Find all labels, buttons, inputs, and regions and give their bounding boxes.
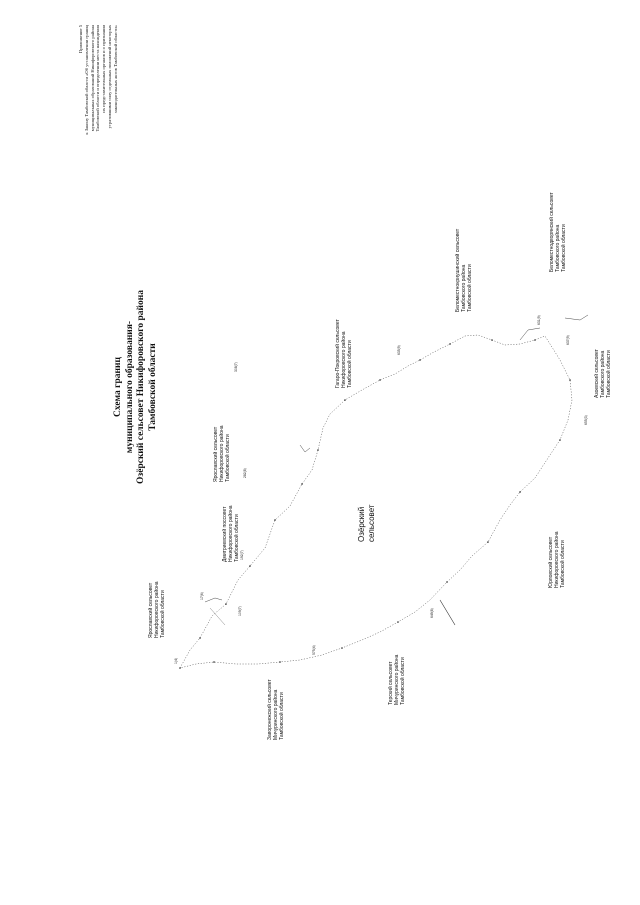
region-line: Тамбовской области <box>606 350 613 398</box>
region-label-yaroslavsky-nw <box>148 581 167 638</box>
boundary-spur <box>440 600 455 625</box>
survey-point <box>301 483 303 485</box>
region-line: Беломестнокриушинский сельсовет <box>455 228 461 312</box>
region-line: Тамбовской области <box>347 340 354 388</box>
survey-point <box>449 343 451 345</box>
region-label-yurlovsky <box>548 531 567 588</box>
region-line: Тамбовского района <box>600 350 607 398</box>
appendix-line: муниципальных образований Никифоровского района <box>89 25 95 132</box>
region-line: Тамбовской области <box>234 514 241 562</box>
boundary-line <box>180 335 572 668</box>
title-line: Озёрский сельсовет Никифоровского района <box>136 290 146 484</box>
survey-point <box>491 339 493 341</box>
appendix-line: Приложение 5 <box>78 25 83 54</box>
region-line: Дмитриевский поссовет <box>222 506 228 562</box>
survey-point <box>225 603 227 605</box>
region-label-yaroslavsky-n <box>213 425 232 482</box>
center-label-line: Озёрский <box>357 506 366 542</box>
region-line: Тамбовской области <box>225 434 232 482</box>
point-label: 308(7) <box>234 362 238 372</box>
region-line: Тамбовского района <box>461 264 468 312</box>
survey-point <box>249 565 251 567</box>
region-label-belomestnovsky <box>455 229 474 312</box>
survey-point <box>569 379 571 381</box>
point-label: 17(6) <box>200 592 204 600</box>
region-line: Ярославский сельсовет <box>213 426 219 482</box>
center-label <box>357 504 376 542</box>
survey-point <box>419 359 421 361</box>
appendix-line: к Закону Тамбовской области «Об установлении границ <box>83 25 89 135</box>
region-line: Тамбовской области <box>279 692 286 740</box>
region-label-gagarin <box>335 319 354 388</box>
region-label-belomestnodvoryansky <box>549 192 568 272</box>
appendix-line: Тамбовской области и определении места нахождения <box>95 25 101 132</box>
point-label: 635(9) <box>397 345 401 355</box>
title-line: Схема границ <box>113 357 123 417</box>
region-line: Гагаро-Покровский сельсовет <box>335 319 341 388</box>
survey-point <box>344 399 346 401</box>
survey-point <box>274 519 276 521</box>
survey-point <box>534 339 536 341</box>
region-line: Тамбовской области <box>160 590 167 638</box>
appendix-note <box>78 25 119 200</box>
region-line: Никифоровского района <box>341 331 348 388</box>
title-line: Тамбовской области <box>147 343 158 431</box>
region-label-tersky <box>388 655 407 705</box>
region-line: Никифоровского района <box>219 425 226 482</box>
point-label: 192(7) <box>240 550 244 560</box>
region-line: Азоевский сельсовет <box>594 349 600 398</box>
region-line: Юрловский сельсовет <box>548 536 554 588</box>
region-line: Мичуринского района <box>394 654 401 705</box>
region-line: Терский сельсовет <box>388 661 394 705</box>
point-label: 1(4) <box>174 657 178 664</box>
point-label: 282(8) <box>243 468 247 478</box>
region-line: Никифоровского района <box>554 531 561 588</box>
boundary-spur <box>565 315 588 320</box>
point-label: 655(3) <box>584 415 588 425</box>
region-line: Тамбовской области <box>467 264 474 312</box>
survey-point <box>213 661 215 663</box>
point-label: 649(8) <box>430 608 434 618</box>
boundary-spur <box>210 608 225 625</box>
boundary-spur <box>520 328 540 340</box>
page-title <box>113 282 159 492</box>
survey-point <box>279 661 281 663</box>
region-line: Никифоровского района <box>154 581 161 638</box>
boundary-spur <box>205 598 222 602</box>
point-label: 631(9) <box>537 315 541 325</box>
region-line: Тамбовской области <box>400 657 407 705</box>
region-line: Тамбовской области <box>560 540 567 588</box>
survey-point <box>487 541 489 543</box>
appendix-line: утратившими силу отдельных положений некоторых <box>106 25 112 129</box>
survey-point <box>397 621 399 623</box>
survey-point <box>379 379 381 381</box>
center-label-line: сельсовет <box>366 504 376 542</box>
survey-point <box>559 439 561 441</box>
region-line: Тамбовской области <box>561 224 568 272</box>
region-line: Мичуринского района <box>273 689 280 740</box>
region-line: Беломестнодворянский сельсовет <box>549 192 555 272</box>
region-label-azoevsky <box>594 349 613 398</box>
appendix-line: законодательных актов Тамбовской области» <box>112 25 118 114</box>
appendix-line: их представительных органов и о признании <box>101 25 107 113</box>
region-label-dmitrievsky <box>222 505 241 562</box>
region-line: Тамбовского района <box>555 224 562 272</box>
region-label-zavoronezhsky <box>267 679 286 740</box>
survey-point <box>179 667 181 669</box>
survey-point <box>317 449 319 451</box>
point-label: 575(4) <box>312 645 316 655</box>
point-label: 109(7) <box>238 606 242 616</box>
survey-point <box>341 647 343 649</box>
region-line: Ярославский сельсовет <box>148 582 154 638</box>
boundary-spur <box>300 445 310 452</box>
region-line: Заворонежский сельсовет <box>267 679 273 740</box>
point-label: 637(9) <box>566 335 570 345</box>
survey-point <box>199 637 201 639</box>
survey-point <box>519 491 521 493</box>
title-line: муниципального образования- <box>124 320 135 454</box>
region-line: Никифоровского района <box>228 505 235 562</box>
survey-point <box>446 581 448 583</box>
